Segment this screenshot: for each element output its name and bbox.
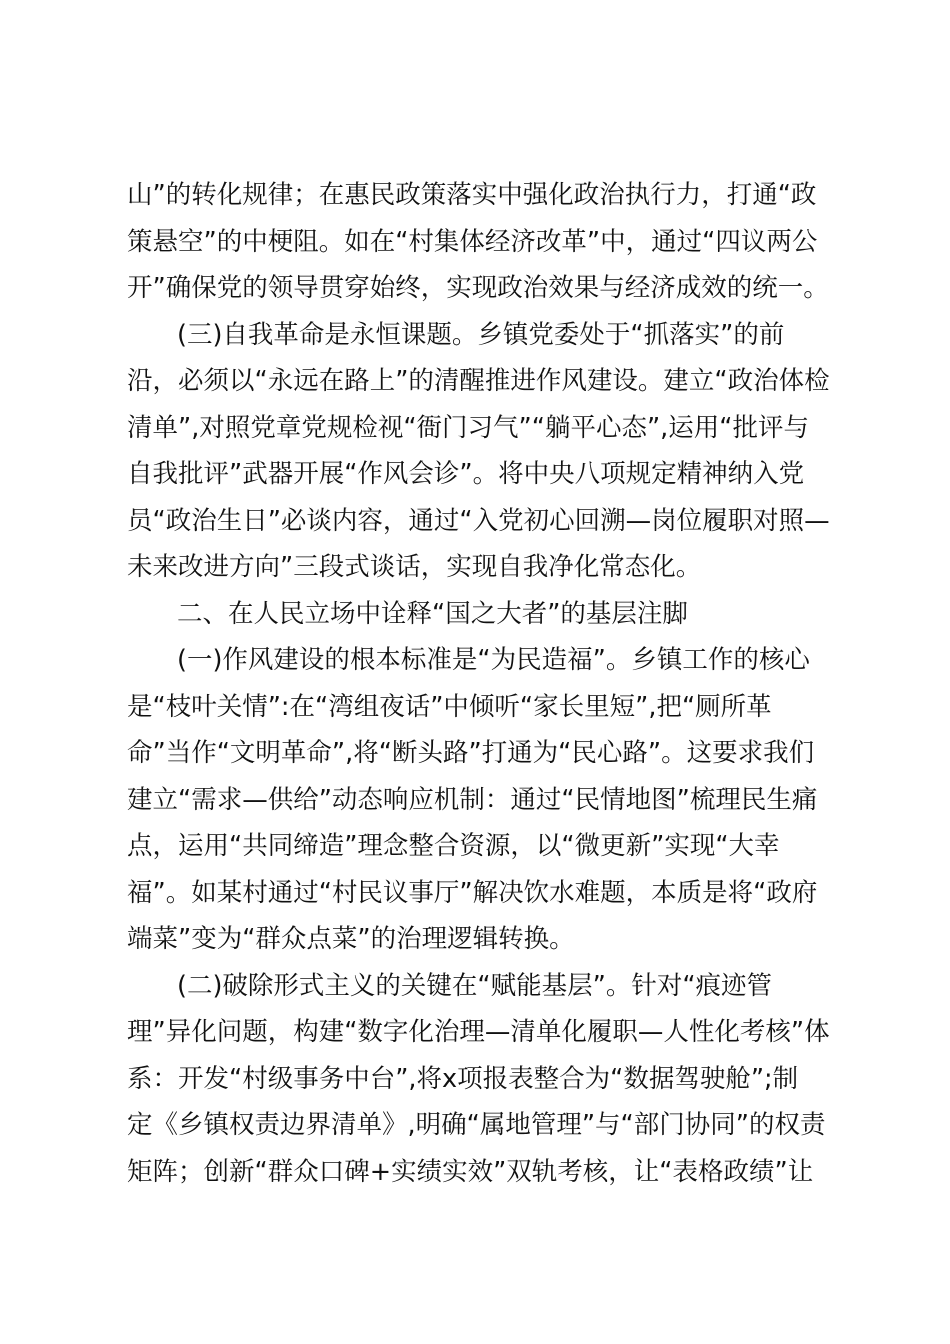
body-line: 理”异化问题，构建“数字化治理—清单化履职—人性化考核”体: [127, 1017, 830, 1047]
body-line: 定《乡镇权责边界清单》,明确“属地管理”与“部门协同”的权责: [127, 1110, 826, 1140]
body-line: 矩阵；创新“群众口碑+实绩实效”双轨考核，让“表格政绩”让: [127, 1156, 814, 1187]
body-line: 员“政治生日”必谈内容，通过“入党初心回溯—岗位履职对照—: [127, 505, 830, 536]
body-line: 端菜”变为“群众点菜”的治理逻辑转换。: [127, 924, 575, 954]
body-line: 清单”,对照党章党规检视“衙门习气”“躺平心态”,运用“批评与: [127, 412, 809, 443]
body-line: 未来改进方向”三段式谈话，实现自我净化常态化。: [127, 552, 702, 582]
paragraph-start-line: (二)破除形式主义的关键在“赋能基层”。针对“痕迹管: [177, 970, 773, 1001]
body-line: 是“枝叶关情”:在“湾组夜话”中倾听“家长里短”,把“厕所革: [127, 691, 772, 722]
body-line: 建立“需求—供给”动态响应机制：通过“民情地图”梳理民生痛: [127, 784, 818, 815]
body-line: 策悬空”的中梗阻。如在“村集体经济改革”中，通过“四议两公: [127, 226, 818, 257]
body-line: 点，运用“共同缔造”理念整合资源，以“微更新”实现“大幸: [127, 831, 780, 861]
body-line: 系：开发“村级事务中台”,将x项报表整合为“数据驾驶舱”;制: [127, 1063, 799, 1094]
body-line: 开”确保党的领导贯穿始终，实现政治效果与经济成效的统一。: [127, 273, 829, 303]
body-line: 山”的转化规律；在惠民政策落实中强化政治执行力，打通“政: [127, 180, 817, 210]
document-body: [127, 172, 832, 1195]
body-line: 自我批评”武器开展“作风会诊”。将中央八项规定精神纳入党: [127, 459, 805, 489]
body-line: 命”当作“文明革命”,将“断头路”打通为“民心路”。这要求我们: [127, 738, 815, 768]
section-heading: 二、在人民立场中诠释“国之大者”的基层注脚: [177, 598, 688, 629]
body-line: 福”。如某村通过“村民议事厅”解决饮水难题，本质是将“政府: [127, 877, 818, 908]
body-line: 沿，必须以“永远在路上”的清醒推进作风建设。建立“政治体检: [127, 366, 830, 396]
paragraph-start-line: (一)作风建设的根本标准是“为民造福”。乡镇工作的核心: [177, 645, 810, 675]
paragraph-start-line: (三)自我革命是永恒课题。乡镇党委处于“抓落实”的前: [177, 319, 785, 350]
